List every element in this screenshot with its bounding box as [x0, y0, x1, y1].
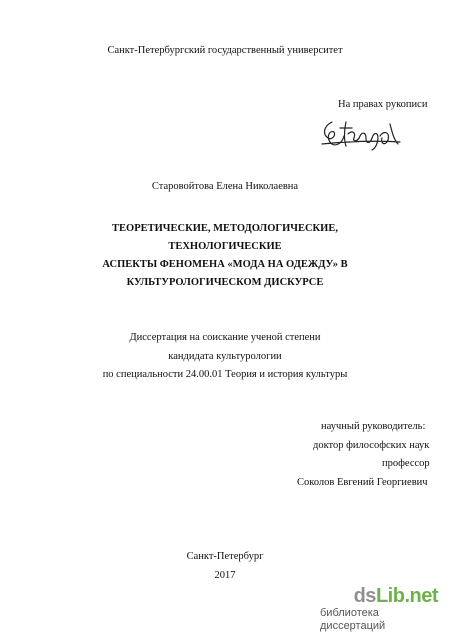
title-line-1: ТЕОРЕТИЧЕСКИЕ, МЕТОДОЛОГИЧЕСКИЕ, ТЕХНОЛОГИЧЕСКИЕ	[112, 223, 338, 252]
degree-line-3: по специальности 24.00.01 Теория и история культуры	[102, 369, 348, 380]
dslib-subtitle: библиотека диссертаций	[320, 607, 386, 632]
university-name: Санкт-Петербургский государственный университет	[107, 45, 343, 56]
title-line-3: КУЛЬТУРОЛОГИЧЕСКОМ ДИСКУРСЕ	[126, 277, 324, 288]
supervisor-name: Соколов Евгений Георгиевич	[297, 477, 428, 488]
supervisor-rank: профессор	[382, 458, 430, 469]
supervisor-label: научный руководитель:	[321, 421, 426, 432]
city: Санкт-Петербург	[186, 551, 264, 562]
degree-line-2: кандидата культурологии	[168, 351, 282, 362]
dslib-watermark	[320, 585, 438, 632]
supervisor-degree: доктор философских наук	[313, 440, 430, 451]
manuscript-rights-note: На правах рукописи	[338, 99, 428, 110]
title-line-2: АСПЕКТЫ ФЕНОМЕНА «МОДА НА ОДЕЖДУ» В	[102, 259, 348, 270]
author-name: Старовойтова Елена Николаевна	[151, 181, 299, 192]
dslib-logo: dsLib.net	[353, 585, 438, 607]
dissertation-title	[70, 220, 380, 292]
degree-line-1: Диссертация на соискание ученой степени	[129, 332, 321, 343]
author-signature	[318, 118, 408, 152]
year: 2017	[214, 570, 236, 581]
